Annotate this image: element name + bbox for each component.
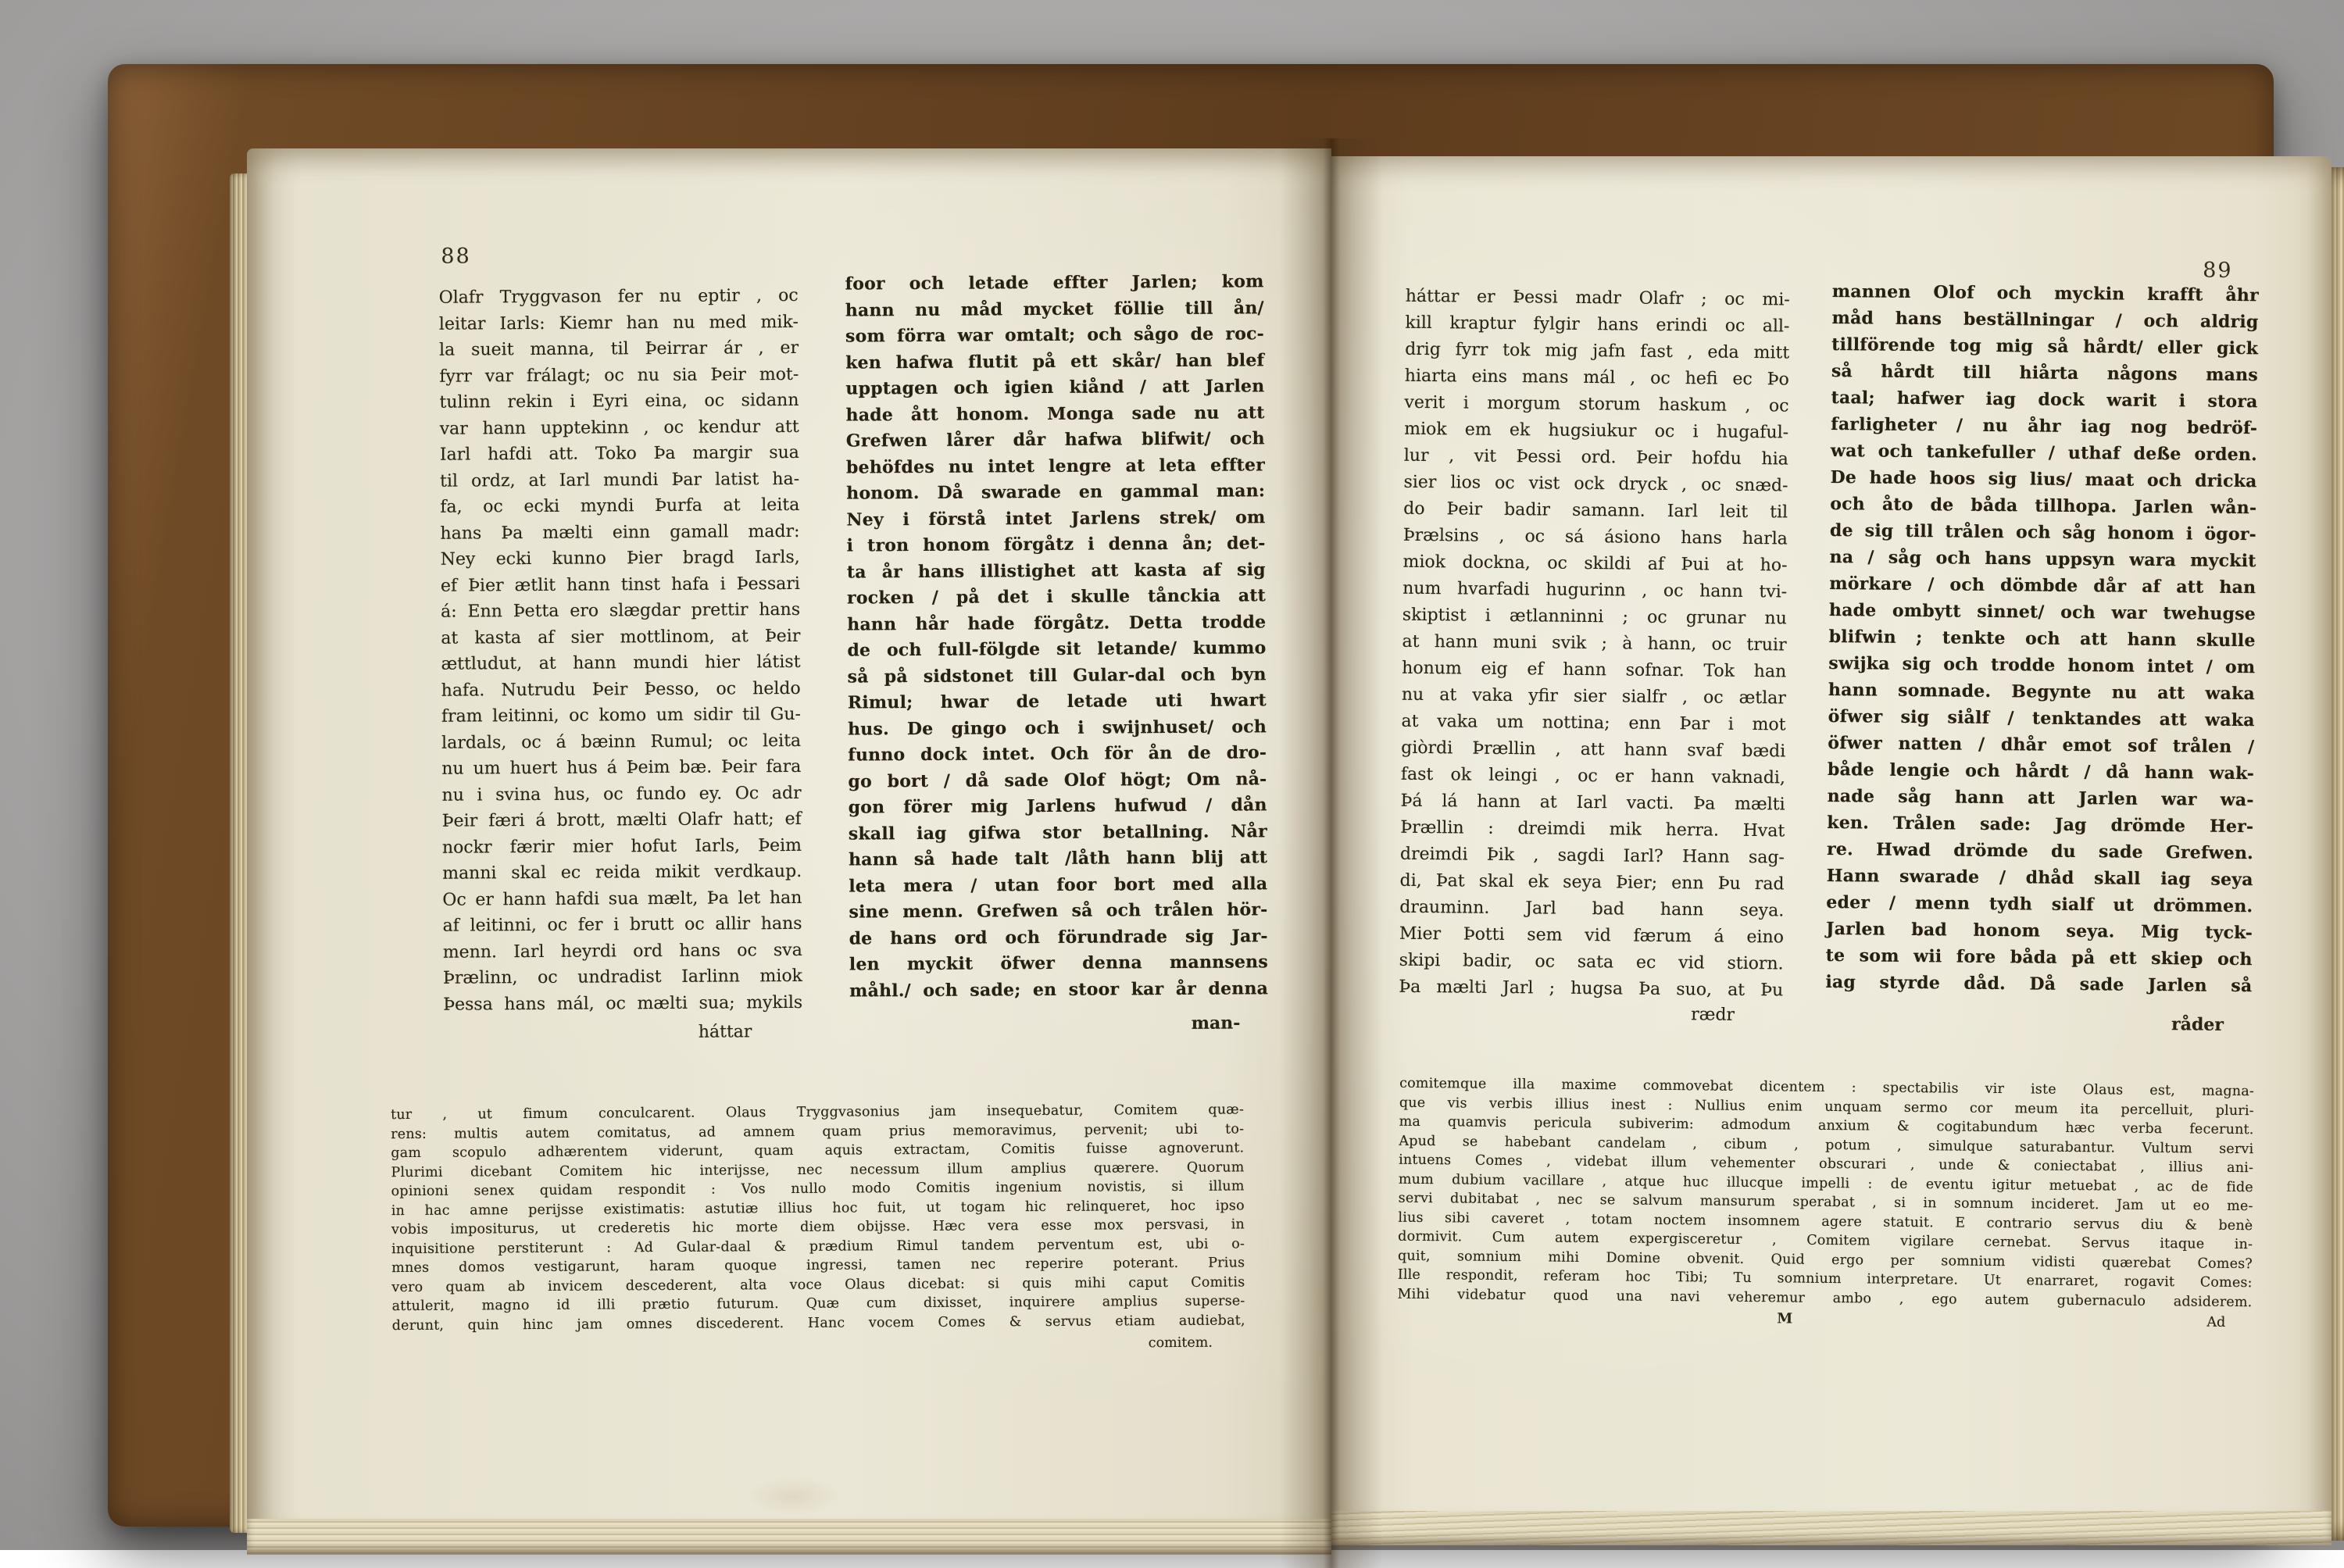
text-line: Þrælsins , oc sá ásiono hans harla bbox=[1403, 523, 1788, 553]
text-line: giòrdi Þrællin , att hann svaf bædi bbox=[1401, 735, 1785, 766]
text-line: ættludut, at hann mundi hier látist bbox=[441, 649, 800, 677]
text-line: ta år hans illistighet att kasta af sig bbox=[847, 557, 1266, 586]
text-line: intuens Comes , videbat illum vehementer obscurari , unde & coniectabat , illius ani- bbox=[1399, 1151, 2253, 1178]
page-number-left: 88 bbox=[441, 244, 471, 268]
swedish-column-left bbox=[845, 269, 1268, 1004]
text-line: wat och tankefuller / uthaf deße orden. bbox=[1831, 438, 2257, 468]
text-line: tulinn rekin i Eyri eina, oc sidann bbox=[439, 388, 799, 416]
text-line: skiptist i ætlanninni ; oc grunar nu bbox=[1402, 602, 1787, 633]
text-line: hann hår hade förgåtz. Detta trodde bbox=[847, 609, 1266, 638]
text-line: manni skal ec reida mikit verdkaup. bbox=[442, 859, 802, 887]
text-line: sine menn. Grefwen så och trålen hör- bbox=[849, 897, 1267, 926]
text-line: nade såg hann att Jarlen war wa- bbox=[1828, 783, 2254, 813]
text-line: mum dubium vacillare , atque huc illucque impelli : de eventu igitur metuebat , ac de fide bbox=[1399, 1170, 2253, 1197]
text-line: Þessa hans mál, oc mælti sua; mykils bbox=[443, 989, 802, 1017]
text-line: derunt, quin hinc jam omnes discederent. Hanc vocem Comes & servus etiam audiebat, bbox=[392, 1311, 1245, 1335]
text-line: de och full-fölgde sit letande/ kummo bbox=[847, 635, 1266, 664]
catchword-latin-right: Ad bbox=[1397, 1307, 2225, 1330]
text-line: behöfdes nu intet lengre at leta effter bbox=[846, 452, 1265, 481]
text-line: blifwin ; tenkte och att hann skulle bbox=[1828, 623, 2255, 654]
text-line: eder / menn tydh sialf ut drömmen. bbox=[1826, 889, 2253, 920]
text-line: Rimul; hwar de letade uti hwart bbox=[848, 688, 1267, 716]
text-line: in hac amne perijsse existimatis: astutiæ illius hoc fuit, ut togam hic relinqueret, hoc ipso bbox=[391, 1196, 1245, 1220]
text-line: fyrr var frálagt; oc nu sia Þeir mot- bbox=[439, 361, 799, 389]
text-line: Þrællin : dreimdi mik herra. Hvat bbox=[1400, 815, 1785, 845]
icelandic-column-right bbox=[1399, 284, 1790, 1005]
text-line: Grefwen lårer dår hafwa blifwit/ och bbox=[846, 426, 1265, 455]
text-line: inquisitione perstiterunt : Ad Gular-daal & prædium Rimul tandem perventum est, ubi o- bbox=[391, 1234, 1245, 1259]
text-line: mörkare / och dömbde dår af att han bbox=[1829, 570, 2256, 601]
text-line: lardals, oc á bæinn Rumul; oc leita bbox=[441, 727, 801, 755]
text-line: mannen Olof och myckin krafft åhr bbox=[1832, 278, 2259, 309]
text-line: swijka sig och trodde honom intet / om bbox=[1828, 650, 2255, 680]
text-line: dormivit. Cum autem expergisceretur , Comitem vigilare cernebat. Servus itaque in- bbox=[1398, 1227, 2253, 1255]
catchword-swedish-left: man- bbox=[849, 1013, 1240, 1035]
text-line: Ney ecki kunno Þier bragd Iarls, bbox=[441, 545, 800, 573]
page-stack-edge-left bbox=[230, 173, 247, 1533]
text-line: Þeir færi á brott, mælti Olafr hatt; ef bbox=[442, 806, 802, 834]
text-line: fast ok leingi , oc er hann vaknadi, bbox=[1401, 762, 1785, 792]
right-page bbox=[1331, 156, 2331, 1545]
page-stack-edge-bottom-right bbox=[1331, 1511, 2331, 1545]
text-line: kill kraptur fylgir hans erindi oc all- bbox=[1405, 310, 1789, 341]
text-line: rocken / på det i skulle tånckia att bbox=[847, 583, 1266, 612]
text-line: quit, somnium mihi Domine obvenit. Quid ergo per somnium vidisti quærebat Comes? bbox=[1398, 1246, 2253, 1273]
book-cover bbox=[108, 64, 2274, 1527]
text-line: både lengie och hårdt / då hann wak- bbox=[1828, 756, 2254, 787]
text-line: ef Þier ætlit hann tinst hafa i Þessari bbox=[441, 570, 800, 598]
text-line: de hans ord och förundrade sig Jar- bbox=[849, 923, 1268, 952]
text-line: funno dock intet. Och för ån de dro- bbox=[848, 740, 1267, 769]
text-line: och åto de båda tillhopa. Jarlen wån- bbox=[1830, 491, 2256, 521]
text-line: la sueit manna, til Þeirrar ár , er bbox=[439, 335, 799, 363]
text-line: at kasta af sier mottlinom, at Þeir bbox=[441, 623, 800, 651]
text-line: Plurimi dicebant Comitem hic interijsse, nec necessum illum amplius quærere. Quorum bbox=[391, 1158, 1244, 1182]
text-line: måd hans beställningar / och aldrig bbox=[1831, 305, 2258, 335]
text-line: iag styrde dåd. Då sade Jarlen så bbox=[1825, 969, 2252, 999]
text-line: taal; hafwer iag dock warit i stora bbox=[1831, 384, 2257, 415]
text-line: foor och letade effter Jarlen; kom bbox=[845, 269, 1263, 298]
text-line: ma quamvis pericula subiverim: admodum anxium & cogitabundum hæc verba fecerunt. bbox=[1399, 1113, 2254, 1140]
paper-stain bbox=[747, 1477, 841, 1516]
text-line: honum eig ef hann sofnar. Tok han bbox=[1402, 655, 1786, 686]
text-line: hafa. Nutrudu Þeir Þesso, oc heldo bbox=[441, 675, 801, 703]
left-page bbox=[247, 148, 1331, 1555]
text-line: miok em ek hugsiukur oc i hugaful- bbox=[1404, 416, 1788, 447]
text-line: leta mera / utan foor bort med alla bbox=[849, 871, 1267, 900]
text-line: tur , ut fimum conculcarent. Olaus Tryggvasonius jam insequebatur, Comitem quæ- bbox=[391, 1100, 1244, 1124]
text-line: hiarta eins mans mál , oc hefi ec Þo bbox=[1405, 363, 1789, 394]
text-line: vero quam ab invicem descederent, alta voce Olaus dicebat: si quis mihi caput Comitis bbox=[391, 1273, 1245, 1297]
text-line: sier lios oc vist ock dryck , oc snæd- bbox=[1403, 470, 1788, 500]
text-line: opinioni senex quidam respondit : Vos nullo modo Comitis ingenium novistis, si illum bbox=[391, 1177, 1245, 1201]
page-number-right: 89 bbox=[2203, 259, 2233, 283]
text-line: háttar er Þessi madr Olafr ; oc mi- bbox=[1406, 284, 1790, 314]
text-line: fram leitinni, oc komo um sidir til Gu- bbox=[441, 702, 801, 730]
text-line: var hann upptekinn , oc kendur att bbox=[440, 413, 799, 441]
text-line: öfwer natten / dhår emot sof trålen / bbox=[1828, 730, 2254, 760]
text-line: hann så hade talt /låth hann blij att bbox=[849, 845, 1267, 873]
text-line: måhl./ och sade; en stoor kar år denna bbox=[849, 976, 1268, 1005]
text-line: drauminn. Jarl bad hann seya. bbox=[1399, 895, 1784, 925]
text-line: Olafr Tryggvason fer nu eptir , oc bbox=[439, 283, 799, 311]
text-line: Þá lá hann at Iarl vacti. Þa mælti bbox=[1400, 788, 1785, 819]
text-line: miok dockna, oc skildi af Þui at ho- bbox=[1402, 549, 1787, 580]
text-line: na / såg och hans uppsyn wara myckit bbox=[1829, 544, 2256, 574]
text-line: upptagen och igien kiånd / att Jarlen bbox=[845, 373, 1264, 402]
text-line: Þrælinn, oc undradist Iarlinn miok bbox=[443, 963, 802, 991]
text-line: tillförende tog mig så hårdt/ eller gick bbox=[1831, 331, 2258, 362]
text-line: De hade hoos sig lius/ maat och dricka bbox=[1830, 464, 2256, 495]
catchword-icelandic-right: rædr bbox=[1399, 1002, 1735, 1025]
text-line: á: Enn Þetta ero slægdar prettir hans bbox=[441, 597, 800, 625]
text-line: ken. Trålen sade: Jag drömde Her- bbox=[1827, 809, 2253, 840]
text-line: som förra war omtalt; och sågo de roc- bbox=[845, 321, 1264, 350]
text-line: hans Þa mælti einn gamall madr: bbox=[440, 518, 799, 546]
latin-block-right bbox=[1397, 1074, 2254, 1312]
text-line: skall iag gifwa stor betallning. Når bbox=[849, 819, 1267, 848]
text-line: mnes domos vestigarunt, haram quoque ingressi, tamen nec reperire poterant. Prius bbox=[391, 1253, 1245, 1277]
text-line: servi dubitabat , nec se salvum mansurum sperabat , si in somnum incideret. Jam ut eo me- bbox=[1399, 1189, 2253, 1216]
text-line: så hårdt till hiårta någons mans bbox=[1831, 358, 2258, 388]
text-line: Mihi videbatur quod una navi veheremur ambo , ego autem gubernaculo adsiderem. bbox=[1397, 1284, 2252, 1312]
text-line: di, Þat skal ek seya Þier; enn Þu rad bbox=[1399, 868, 1784, 898]
text-line: Apud se habebant candelam , cibum , potum , simulque saturabantur. Vultum servi bbox=[1399, 1131, 2253, 1159]
text-line: hann nu måd mycket föllie till ån/ bbox=[845, 295, 1264, 324]
text-line: Ney i förstå intet Jarlens strek/ om bbox=[846, 505, 1265, 534]
text-line: Iarl hafdi att. Toko Þa margir sua bbox=[440, 440, 799, 468]
text-line: drig fyrr tok mig jafn fast , eda mitt bbox=[1405, 337, 1789, 367]
text-line: fa, oc ecki myndi Þurfa at leita bbox=[440, 492, 799, 520]
text-line: Oc er hann hafdi sua mælt, Þa let han bbox=[442, 884, 802, 913]
text-line: gam scopulo adhærentem viderunt, quam aquis extractam, Comitis fuisse agnoverunt. bbox=[391, 1138, 1244, 1163]
text-line: Hann swarade / dhåd skall iag seya bbox=[1827, 863, 2253, 893]
text-line: vobis impositurus, ut crederetis hic morte diem obijsse. Hæc vera esse mox persvasi, in bbox=[391, 1215, 1245, 1239]
text-line: attulerit, magno id illi prætio futurum. Quæ cum dixisset, inquirere amplius superse- bbox=[391, 1291, 1245, 1316]
text-line: skipi badir, oc sata ec vid stiorn. bbox=[1399, 948, 1783, 978]
text-line: hann somnade. Begynte nu att waka bbox=[1828, 677, 2255, 707]
text-line: re. Hwad drömde du sade Grefwen. bbox=[1827, 836, 2253, 866]
text-line: hus. De gingo och i swijnhuset/ och bbox=[848, 714, 1267, 743]
text-line: at hann muni svik ; à hann, oc truir bbox=[1402, 629, 1786, 659]
text-line: Mier Þotti sem vid færum á eino bbox=[1399, 921, 1784, 952]
text-line: nockr færir mier hofut Iarls, Þeim bbox=[442, 832, 802, 860]
text-line: så på sidstonet till Gular-dal och byn bbox=[848, 662, 1267, 691]
text-line: i tron honom förgåtz i denna ån; det- bbox=[847, 530, 1266, 559]
text-line: til ordz, at Iarl mundi Þar latist ha- bbox=[440, 466, 799, 494]
text-line: te som wii fore båda på ett skiep och bbox=[1826, 942, 2253, 973]
signature-mark: M bbox=[1777, 1310, 1792, 1327]
text-line: ken hafwa flutit på ett skår/ han blef bbox=[845, 348, 1264, 377]
text-line: do Þeir badir samann. Iarl leit til bbox=[1403, 496, 1788, 527]
text-line: Þa mælti Jarl ; hugsa Þa suo, at Þu bbox=[1399, 974, 1783, 1005]
text-line: hade ombytt sinnet/ och war twehugse bbox=[1829, 597, 2256, 627]
text-line: rens: multis autem comitatus, ad amnem quam prius memoravimus, pervenit; ubi to- bbox=[391, 1120, 1244, 1144]
text-line: lius sibi caveret , totam noctem insomnem agere statuit. E contrario servus diu & benè bbox=[1398, 1208, 2253, 1235]
text-line: farligheter / nu åhr iag nog bedröf- bbox=[1831, 411, 2257, 441]
text-line: nu at vaka yfir sier sialfr , oc ætlar bbox=[1402, 682, 1786, 713]
text-line: lur , vit Þessi ord. Þeir hofdu hia bbox=[1404, 443, 1788, 473]
text-line: que vis verbis illius inest : Nullius enim unquam sermo cor meum ita percelluit, pluri- bbox=[1399, 1093, 2254, 1120]
catchword-swedish-right: råder bbox=[1825, 1011, 2224, 1035]
latin-block-left bbox=[391, 1100, 1245, 1335]
text-line: Ille respondit, referam hoc Tibi; Tu somnium interpretare. Ut enarraret, rogavit Comes: bbox=[1398, 1266, 2253, 1293]
text-line: comitemque illa maxime commovebat dicentem : spectabilis vir iste Olaus est, magna- bbox=[1399, 1074, 2254, 1102]
text-line: go bort / då sade Olof högt; Om nå- bbox=[848, 766, 1267, 795]
text-line: hade ått honom. Monga sade nu att bbox=[845, 400, 1264, 429]
text-line: leitar Iarls: Kiemr han nu med mik- bbox=[439, 309, 799, 337]
page-stack-edge-right bbox=[2331, 167, 2344, 1541]
text-line: verit i morgum storum haskum , oc bbox=[1404, 390, 1788, 420]
text-line: gon förer mig Jarlens hufwud / dån bbox=[849, 792, 1267, 821]
text-line: len myckit öfwer denna mannsens bbox=[849, 949, 1268, 978]
catchword-latin-left: comitem. bbox=[392, 1335, 1213, 1355]
left-page-content bbox=[247, 148, 1331, 1555]
text-line: at vaka um nottina; enn Þar i mot bbox=[1401, 709, 1785, 739]
icelandic-column-left bbox=[439, 283, 803, 1018]
right-page-content bbox=[1331, 156, 2331, 1545]
text-line: nu i svina hus, oc fundo ey. Oc adr bbox=[441, 780, 801, 808]
text-line: af leitinni, oc fer i brutt oc allir hans bbox=[442, 911, 802, 939]
text-line: Jarlen bad honom seya. Mig tyck- bbox=[1826, 916, 2253, 946]
text-line: menn. Iarl heyrdi ord hans oc sva bbox=[443, 937, 802, 965]
text-line: num hvarfadi hugurinn , oc hann tvi- bbox=[1402, 576, 1787, 606]
swedish-column-right bbox=[1825, 278, 2259, 999]
catchword-icelandic-left: háttar bbox=[443, 1022, 752, 1043]
text-line: dreimdi Þik , sagdi Iarl? Hann sag- bbox=[1400, 841, 1785, 872]
text-line: nu um huert hus á Þeim bæ. Þeir fara bbox=[441, 754, 801, 782]
page-stack-edge-bottom-left bbox=[247, 1519, 1331, 1555]
text-line: de sig till trålen och såg honom i ögor- bbox=[1830, 517, 2256, 548]
text-line: honom. Då swarade en gammal man: bbox=[846, 478, 1265, 507]
text-line: öfwer sig siålf / tenktandes att waka bbox=[1828, 703, 2254, 734]
